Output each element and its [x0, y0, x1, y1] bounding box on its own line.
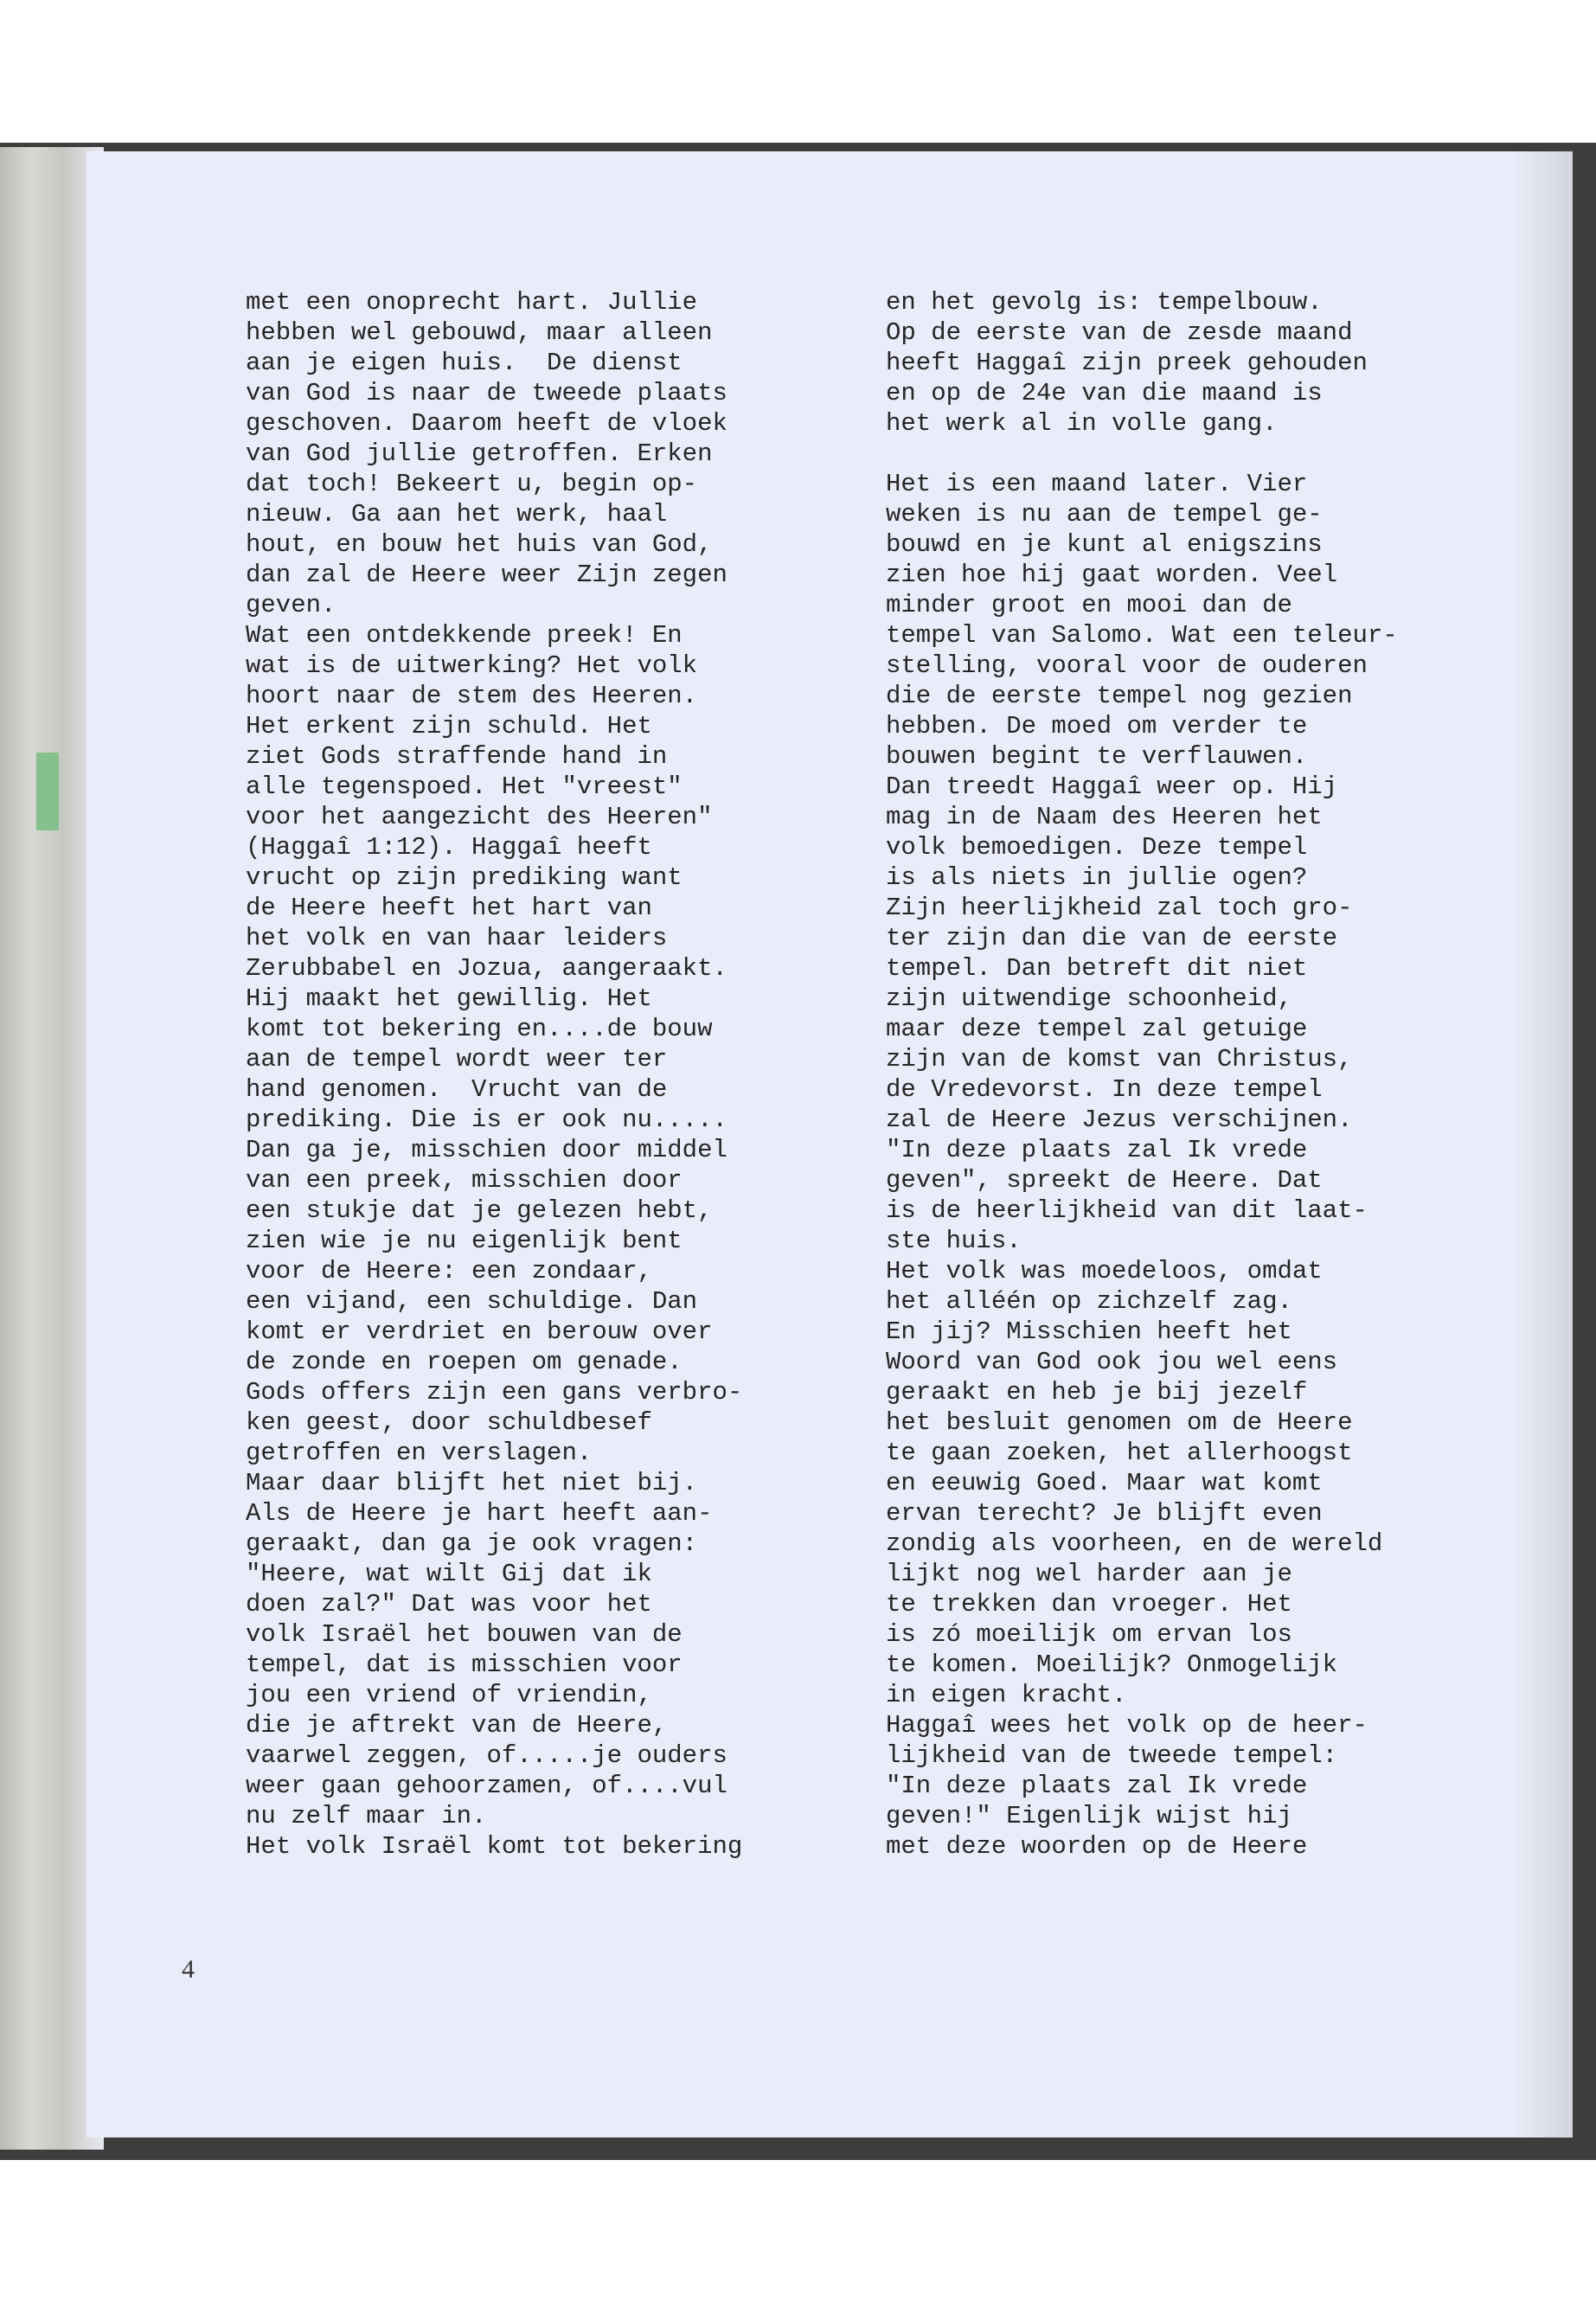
text-line: die de eerste tempel nog gezien	[886, 682, 1353, 710]
text-line: die je aftrekt van de Heere,	[246, 1711, 668, 1740]
text-line: bouwd en je kunt al enigszins	[886, 530, 1323, 559]
text-line: volk bemoedigen. Deze tempel	[886, 833, 1308, 862]
text-line: met deze woorden op de Heere	[886, 1832, 1308, 1861]
text-line: tempel van Salomo. Wat een teleur-	[886, 621, 1398, 650]
text-line: nu zelf maar in.	[246, 1802, 487, 1830]
text-line: is zó moeilijk om ervan los	[886, 1620, 1292, 1649]
text-line: van God jullie getroffen. Erken	[246, 439, 713, 468]
text-line: het werk al in volle gang.	[886, 409, 1278, 438]
text-line: Dan ga je, misschien door middel	[246, 1136, 727, 1164]
text-line: van God is naar de tweede plaats	[246, 379, 727, 407]
text-line: is de heerlijkheid van dit laat-	[886, 1196, 1368, 1225]
text-line: stelling, vooral voor de ouderen	[886, 651, 1368, 680]
text-line: is als niets in jullie ogen?	[886, 863, 1308, 892]
text-line: "Heere, wat wilt Gij dat ik	[246, 1560, 652, 1588]
text-line: (Haggaî 1:12). Haggaî heeft	[246, 833, 652, 862]
page-number: 4	[182, 1955, 195, 1984]
text-line: Wat een ontdekkende preek! En	[246, 621, 683, 650]
text-line: voor het aangezicht des Heeren"	[246, 803, 713, 831]
text-line: "In deze plaats zal Ik vrede	[886, 1136, 1308, 1164]
text-line: Woord van God ook jou wel eens	[886, 1348, 1338, 1376]
text-line: geschoven. Daarom heeft de vloek	[246, 409, 727, 438]
text-line: tempel, dat is misschien voor	[246, 1650, 683, 1679]
text-line: zien hoe hij gaat worden. Veel	[886, 561, 1338, 589]
text-line: volk Israël het bouwen van de	[246, 1620, 683, 1649]
text-line: maar deze tempel zal getuige	[886, 1015, 1308, 1043]
text-line: Zerubbabel en Jozua, aangeraakt.	[246, 954, 727, 983]
text-line: aan je eigen huis. De dienst	[246, 349, 683, 377]
text-line: Het volk Israël komt tot bekering	[246, 1832, 743, 1861]
text-line: Haggaî wees het volk op de heer-	[886, 1711, 1368, 1740]
text-line: lijkt nog wel harder aan je	[886, 1560, 1292, 1588]
text-line: ziet Gods straffende hand in	[246, 742, 668, 771]
text-line: ste huis.	[886, 1227, 1022, 1255]
text-line: hand genomen. Vrucht van de	[246, 1075, 668, 1104]
text-line: geven!" Eigenlijk wijst hij	[886, 1802, 1292, 1830]
text-line: Als de Heere je hart heeft aan-	[246, 1499, 713, 1528]
text-line: minder groot en mooi dan de	[886, 591, 1292, 619]
text-line: Maar daar blijft het niet bij.	[246, 1469, 698, 1497]
text-line: hout, en bouw het huis van God,	[246, 530, 713, 559]
text-line: een stukje dat je gelezen hebt,	[246, 1196, 713, 1225]
text-line: nieuw. Ga aan het werk, haal	[246, 500, 668, 529]
text-line: geraakt, dan ga je ook vragen:	[246, 1529, 698, 1558]
text-line: tempel. Dan betreft dit niet	[886, 954, 1308, 983]
text-line: En jij? Misschien heeft het	[886, 1317, 1292, 1346]
text-line: komt tot bekering en....de bouw	[246, 1015, 713, 1043]
spine-marker	[36, 753, 59, 830]
text-line: wat is de uitwerking? Het volk	[246, 651, 698, 680]
text-line: "In deze plaats zal Ik vrede	[886, 1772, 1308, 1800]
text-line: het besluit genomen om de Heere	[886, 1408, 1353, 1437]
right-text-column	[886, 287, 1526, 1862]
text-line: weer gaan gehoorzamen, of....vul	[246, 1772, 727, 1800]
text-line: voor de Heere: een zondaar,	[246, 1257, 652, 1285]
text-line: Hij maakt het gewillig. Het	[246, 984, 652, 1013]
text-line: Zijn heerlijkheid zal toch gro-	[886, 894, 1353, 922]
text-line: de zonde en roepen om genade.	[246, 1348, 683, 1376]
text-line: hebben. De moed om verder te	[886, 712, 1308, 740]
text-line: lijkheid van de tweede tempel:	[886, 1741, 1338, 1770]
text-line: zijn uitwendige schoonheid,	[886, 984, 1292, 1013]
text-line: en het gevolg is: tempelbouw.	[886, 288, 1323, 317]
text-line: en eeuwig Goed. Maar wat komt	[886, 1469, 1323, 1497]
text-line: aan de tempel wordt weer ter	[246, 1045, 668, 1074]
text-line: te komen. Moeilijk? Onmogelijk	[886, 1650, 1338, 1679]
text-line: Het is een maand later. Vier	[886, 470, 1308, 498]
text-line: de Vredevorst. In deze tempel	[886, 1075, 1323, 1104]
text-line: komt er verdriet en berouw over	[246, 1317, 713, 1346]
text-line: geraakt en heb je bij jezelf	[886, 1378, 1308, 1407]
text-line: het alléén op zichzelf zag.	[886, 1287, 1292, 1316]
text-line: vaarwel zeggen, of.....je ouders	[246, 1741, 727, 1770]
text-line: getroffen en verslagen.	[246, 1439, 593, 1467]
text-line: doen zal?" Dat was voor het	[246, 1590, 652, 1618]
text-line: heeft Haggaî zijn preek gehouden	[886, 349, 1368, 377]
text-line: een vijand, een schuldige. Dan	[246, 1287, 698, 1316]
text-line: te trekken dan vroeger. Het	[886, 1590, 1292, 1618]
text-line: alle tegenspoed. Het "vreest"	[246, 772, 683, 801]
text-line: het volk en van haar leiders	[246, 924, 668, 952]
text-line: in eigen kracht.	[886, 1681, 1127, 1709]
text-line: hebben wel gebouwd, maar alleen	[246, 318, 713, 347]
left-text-column	[246, 287, 869, 1862]
text-line: van een preek, misschien door	[246, 1166, 683, 1195]
text-line: Op de eerste van de zesde maand	[886, 318, 1353, 347]
text-line: hoort naar de stem des Heeren.	[246, 682, 698, 710]
text-line: geven", spreekt de Heere. Dat	[886, 1166, 1323, 1195]
text-line: zien wie je nu eigenlijk bent	[246, 1227, 683, 1255]
text-line: ter zijn dan die van de eerste	[886, 924, 1338, 952]
text-line: Het volk was moedeloos, omdat	[886, 1257, 1323, 1285]
text-line: met een onoprecht hart. Jullie	[246, 288, 698, 317]
text-line: bouwen begint te verflauwen.	[886, 742, 1308, 771]
text-line: en op de 24e van die maand is	[886, 379, 1323, 407]
text-line: dat toch! Bekeert u, begin op-	[246, 470, 698, 498]
text-line: te gaan zoeken, het allerhoogst	[886, 1439, 1353, 1467]
text-line: Dan treedt Haggaî weer op. Hij	[886, 772, 1338, 801]
text-line: zijn van de komst van Christus,	[886, 1045, 1353, 1074]
text-line: jou een vriend of vriendin,	[246, 1681, 652, 1709]
text-line: ken geest, door schuldbesef	[246, 1408, 652, 1437]
text-line: geven.	[246, 591, 337, 619]
text-line: vrucht op zijn prediking want	[246, 863, 683, 892]
text-line: Het erkent zijn schuld. Het	[246, 712, 652, 740]
text-line: prediking. Die is er ook nu.....	[246, 1106, 727, 1134]
text-line: mag in de Naam des Heeren het	[886, 803, 1323, 831]
text-line: de Heere heeft het hart van	[246, 894, 652, 922]
text-line: Gods offers zijn een gans verbro-	[246, 1378, 743, 1407]
text-line: weken is nu aan de tempel ge-	[886, 500, 1323, 529]
text-line: ervan terecht? Je blijft even	[886, 1499, 1323, 1528]
text-line: zondig als voorheen, en de wereld	[886, 1529, 1383, 1558]
text-line	[886, 439, 1526, 469]
text-line: zal de Heere Jezus verschijnen.	[886, 1106, 1353, 1134]
text-line: dan zal de Heere weer Zijn zegen	[246, 561, 727, 589]
